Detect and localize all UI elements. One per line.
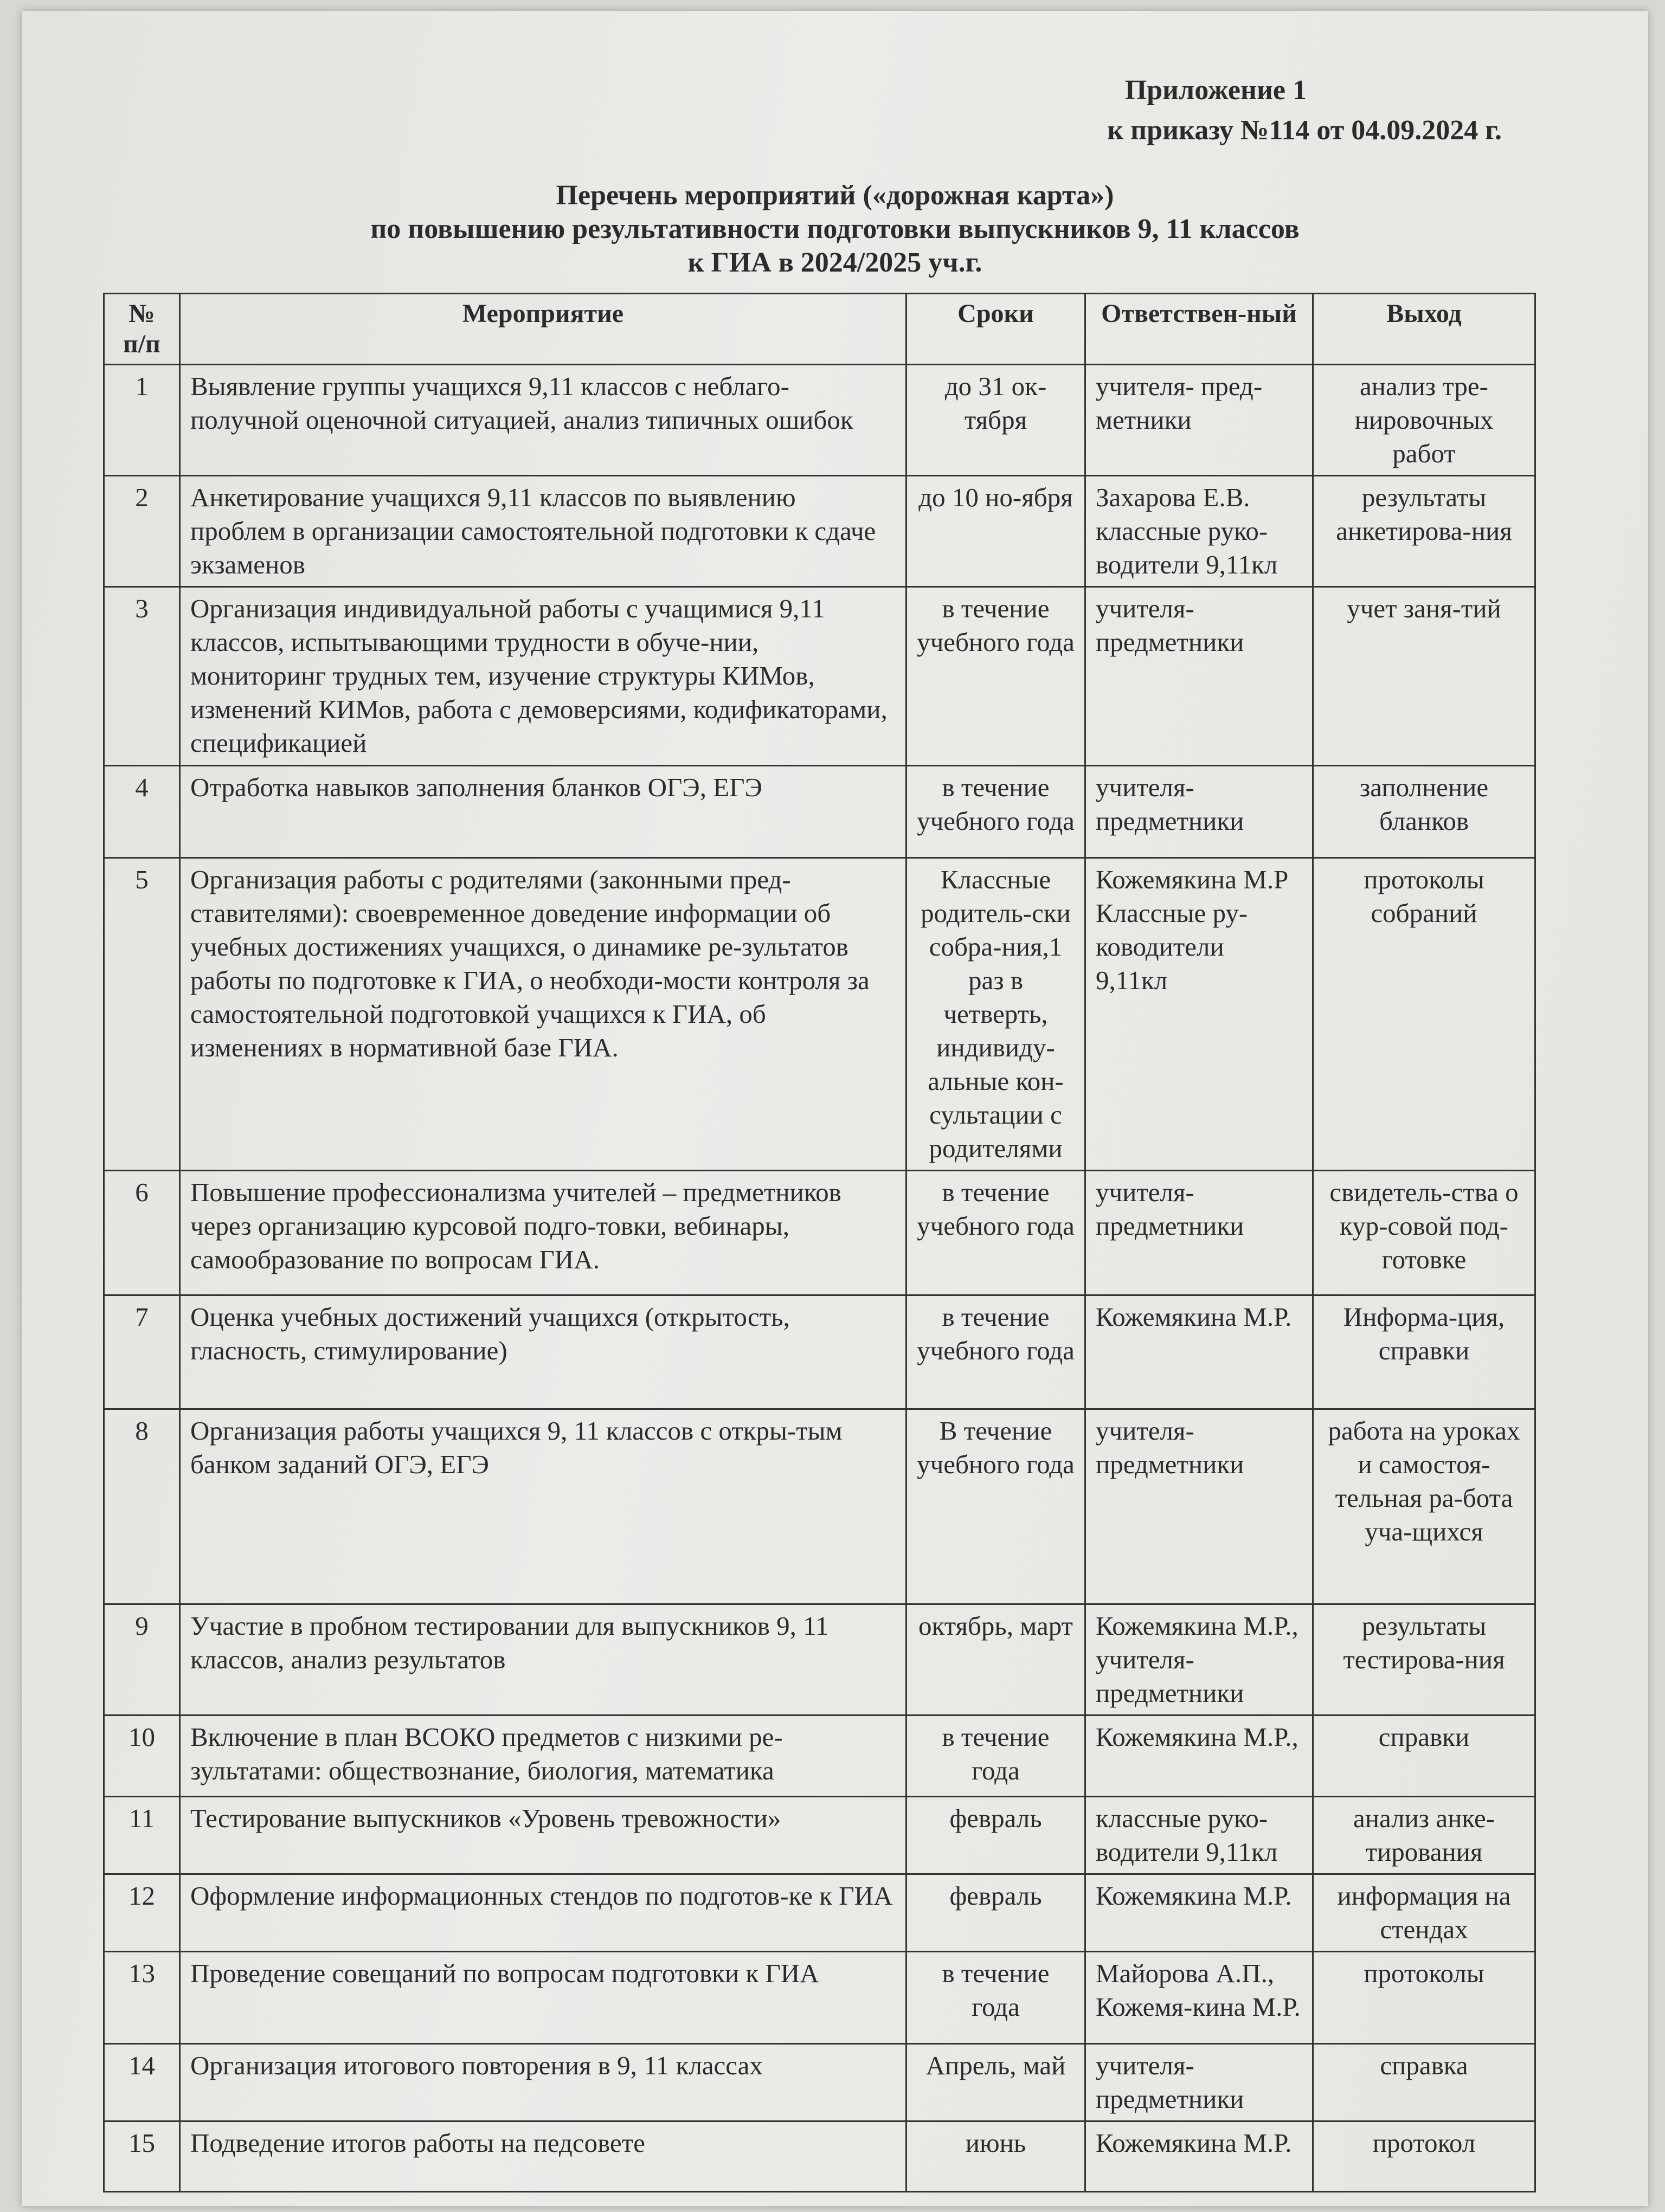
row-term: до 31 ок-тября [907, 365, 1085, 476]
row-term: в течение года [907, 1952, 1085, 2044]
appendix-label: Приложение 1 [1124, 75, 1307, 106]
table-header-row [104, 294, 1535, 365]
row-number: 14 [104, 2044, 180, 2121]
row-term: Апрель, май [907, 2044, 1085, 2121]
row-term: Классные родитель-ски собра-ния,1 раз в четверть, индивиду-альные кон-сультации с родителями [907, 858, 1085, 1171]
table-row [104, 1604, 1535, 1716]
table-row [104, 2044, 1535, 2121]
row-number: 8 [104, 1409, 180, 1604]
row-output: справки [1313, 1716, 1535, 1797]
table-row [104, 1171, 1535, 1295]
header-term: Сроки [907, 294, 1085, 365]
row-responsible: Кожемякина М.Р Классные ру-ководители 9,11кл [1085, 858, 1313, 1171]
row-number: 7 [104, 1295, 180, 1409]
row-term: В течение учебного года [907, 1409, 1085, 1604]
row-term: февраль [907, 1874, 1085, 1952]
row-output: результаты анкетирова-ния [1313, 476, 1535, 587]
row-number: 15 [104, 2121, 180, 2192]
row-term: до 10 но-ября [907, 476, 1085, 587]
row-output: протокол [1313, 2121, 1535, 2192]
row-event: Организация итогового повторения в 9, 11 классах [180, 2044, 907, 2121]
row-term: в течение учебного года [907, 587, 1085, 766]
row-term: февраль [907, 1797, 1085, 1874]
title-line-2: по повышению результативности подготовки выпускников 9, 11 классов [370, 214, 1300, 244]
row-event: Тестирование выпускников «Уровень тревожности» [180, 1797, 907, 1874]
row-responsible: Кожемякина М.Р., учителя-предметники [1085, 1604, 1313, 1716]
row-output: результаты тестирова-ния [1313, 1604, 1535, 1716]
order-reference: к приказу №114 от 04.09.2024 г. [1107, 115, 1502, 146]
table-row [104, 476, 1535, 587]
row-number: 3 [104, 587, 180, 766]
table-row [104, 1716, 1535, 1797]
row-responsible: Кожемякина М.Р. [1085, 1874, 1313, 1952]
row-event: Организация работы с родителями (законными пред-ставителями): своевременное доведение информации об учебных достижениях учащихся, о динамике ре-зультатов работы по подготовке к ГИА, о необходи-мости контроля за самостоятельной подготовкой учащихся к ГИА, об изменениях в нормативной базе ГИА. [180, 858, 907, 1171]
row-output: протоколы [1313, 1952, 1535, 2044]
row-output: заполнение бланков [1313, 766, 1535, 858]
row-event: Оценка учебных достижений учащихся (открытость, гласность, стимулирование) [180, 1295, 907, 1409]
row-event: Оформление информационных стендов по подготов-ке к ГИА [180, 1874, 907, 1952]
row-number: 1 [104, 365, 180, 476]
roadmap-table [103, 293, 1536, 2192]
row-responsible: Кожемякина М.Р. [1085, 1295, 1313, 1409]
header-number: № п/п [104, 294, 180, 365]
row-event: Подведение итогов работы на педсовете [180, 2121, 907, 2192]
row-responsible: учителя-предметники [1085, 1409, 1313, 1604]
table-row [104, 858, 1535, 1171]
row-responsible: учителя-предметники [1085, 2044, 1313, 2121]
row-term: октябрь, март [907, 1604, 1085, 1716]
table-row [104, 1952, 1535, 2044]
row-term: в течение учебного года [907, 766, 1085, 858]
table-row [104, 1409, 1535, 1604]
table-row [104, 766, 1535, 858]
header-event: Мероприятие [180, 294, 907, 365]
title-line-3: к ГИА в 2024/2025 уч.г. [687, 247, 982, 278]
row-number: 2 [104, 476, 180, 587]
row-number: 5 [104, 858, 180, 1171]
row-output: информация на стендах [1313, 1874, 1535, 1952]
row-responsible: Кожемякина М.Р. [1085, 2121, 1313, 2192]
document-page [22, 11, 1648, 2206]
table-row [104, 587, 1535, 766]
table-row [104, 2121, 1535, 2192]
row-number: 6 [104, 1171, 180, 1295]
row-output: Информа-ция, справки [1313, 1295, 1535, 1409]
row-event: Повышение профессионализма учителей – предметников через организацию курсовой подго-товки, вебинары, самообразование по вопросам ГИА. [180, 1171, 907, 1295]
appendix-header [1107, 70, 1502, 151]
row-term: в течение учебного года [907, 1171, 1085, 1295]
row-output: свидетель-ства о кур-совой под-готовке [1313, 1171, 1535, 1295]
row-event: Отработка навыков заполнения бланков ОГЭ, ЕГЭ [180, 766, 907, 858]
row-number: 13 [104, 1952, 180, 2044]
row-event: Организация индивидуальной работы с учащимися 9,11 классов, испытывающими трудности в обуче-нии, мониторинг трудных тем, изучение структуры КИМов, изменений КИМов, работа с демоверсиями, кодификаторами, спецификацией [180, 587, 907, 766]
row-responsible: классные руко-водители 9,11кл [1085, 1797, 1313, 1874]
row-event: Анкетирование учащихся 9,11 классов по выявлению проблем в организации самостоятельной подготовки к сдаче экзаменов [180, 476, 907, 587]
header-responsible: Ответствен-ный [1085, 294, 1313, 365]
row-term: в течение года [907, 1716, 1085, 1797]
row-output: учет заня-тий [1313, 587, 1535, 766]
row-number: 12 [104, 1874, 180, 1952]
row-output: анализ анке-тирования [1313, 1797, 1535, 1874]
row-event: Организация работы учащихся 9, 11 классов с откры-тым банком заданий ОГЭ, ЕГЭ [180, 1409, 907, 1604]
row-responsible: Майорова А.П., Кожемя-кина М.Р. [1085, 1952, 1313, 2044]
row-event: Проведение совещаний по вопросам подготовки к ГИА [180, 1952, 907, 2044]
row-output: анализ тре-нировочных работ [1313, 365, 1535, 476]
table-row [104, 365, 1535, 476]
row-responsible: учителя-предметники [1085, 587, 1313, 766]
row-output: работа на уроках и самостоя-тельная ра-бота уча-щихся [1313, 1409, 1535, 1604]
row-number: 9 [104, 1604, 180, 1716]
row-output: справка [1313, 2044, 1535, 2121]
document-title [22, 179, 1648, 280]
table-row [104, 1874, 1535, 1952]
row-output: протоколы собраний [1313, 858, 1535, 1171]
row-event: Включение в план ВСОКО предметов с низкими ре-зультатами: обществознание, биология, математика [180, 1716, 907, 1797]
row-responsible: учителя-предметники [1085, 766, 1313, 858]
row-responsible: Кожемякина М.Р., [1085, 1716, 1313, 1797]
row-responsible: учителя-предметники [1085, 1171, 1313, 1295]
row-number: 4 [104, 766, 180, 858]
row-number: 10 [104, 1716, 180, 1797]
table-row [104, 1797, 1535, 1874]
header-output: Выход [1313, 294, 1535, 365]
row-event: Выявление группы учащихся 9,11 классов с неблаго-получной оценочной ситуацией, анализ типичных ошибок [180, 365, 907, 476]
row-event: Участие в пробном тестировании для выпускников 9, 11 классов, анализ результатов [180, 1604, 907, 1716]
row-term: в течение учебного года [907, 1295, 1085, 1409]
row-responsible: Захарова Е.В. классные руко-водители 9,11кл [1085, 476, 1313, 587]
title-line-1: Перечень мероприятий («дорожная карта») [556, 180, 1114, 211]
row-term: июнь [907, 2121, 1085, 2192]
table-row [104, 1295, 1535, 1409]
row-number: 11 [104, 1797, 180, 1874]
row-responsible: учителя- пред-метники [1085, 365, 1313, 476]
